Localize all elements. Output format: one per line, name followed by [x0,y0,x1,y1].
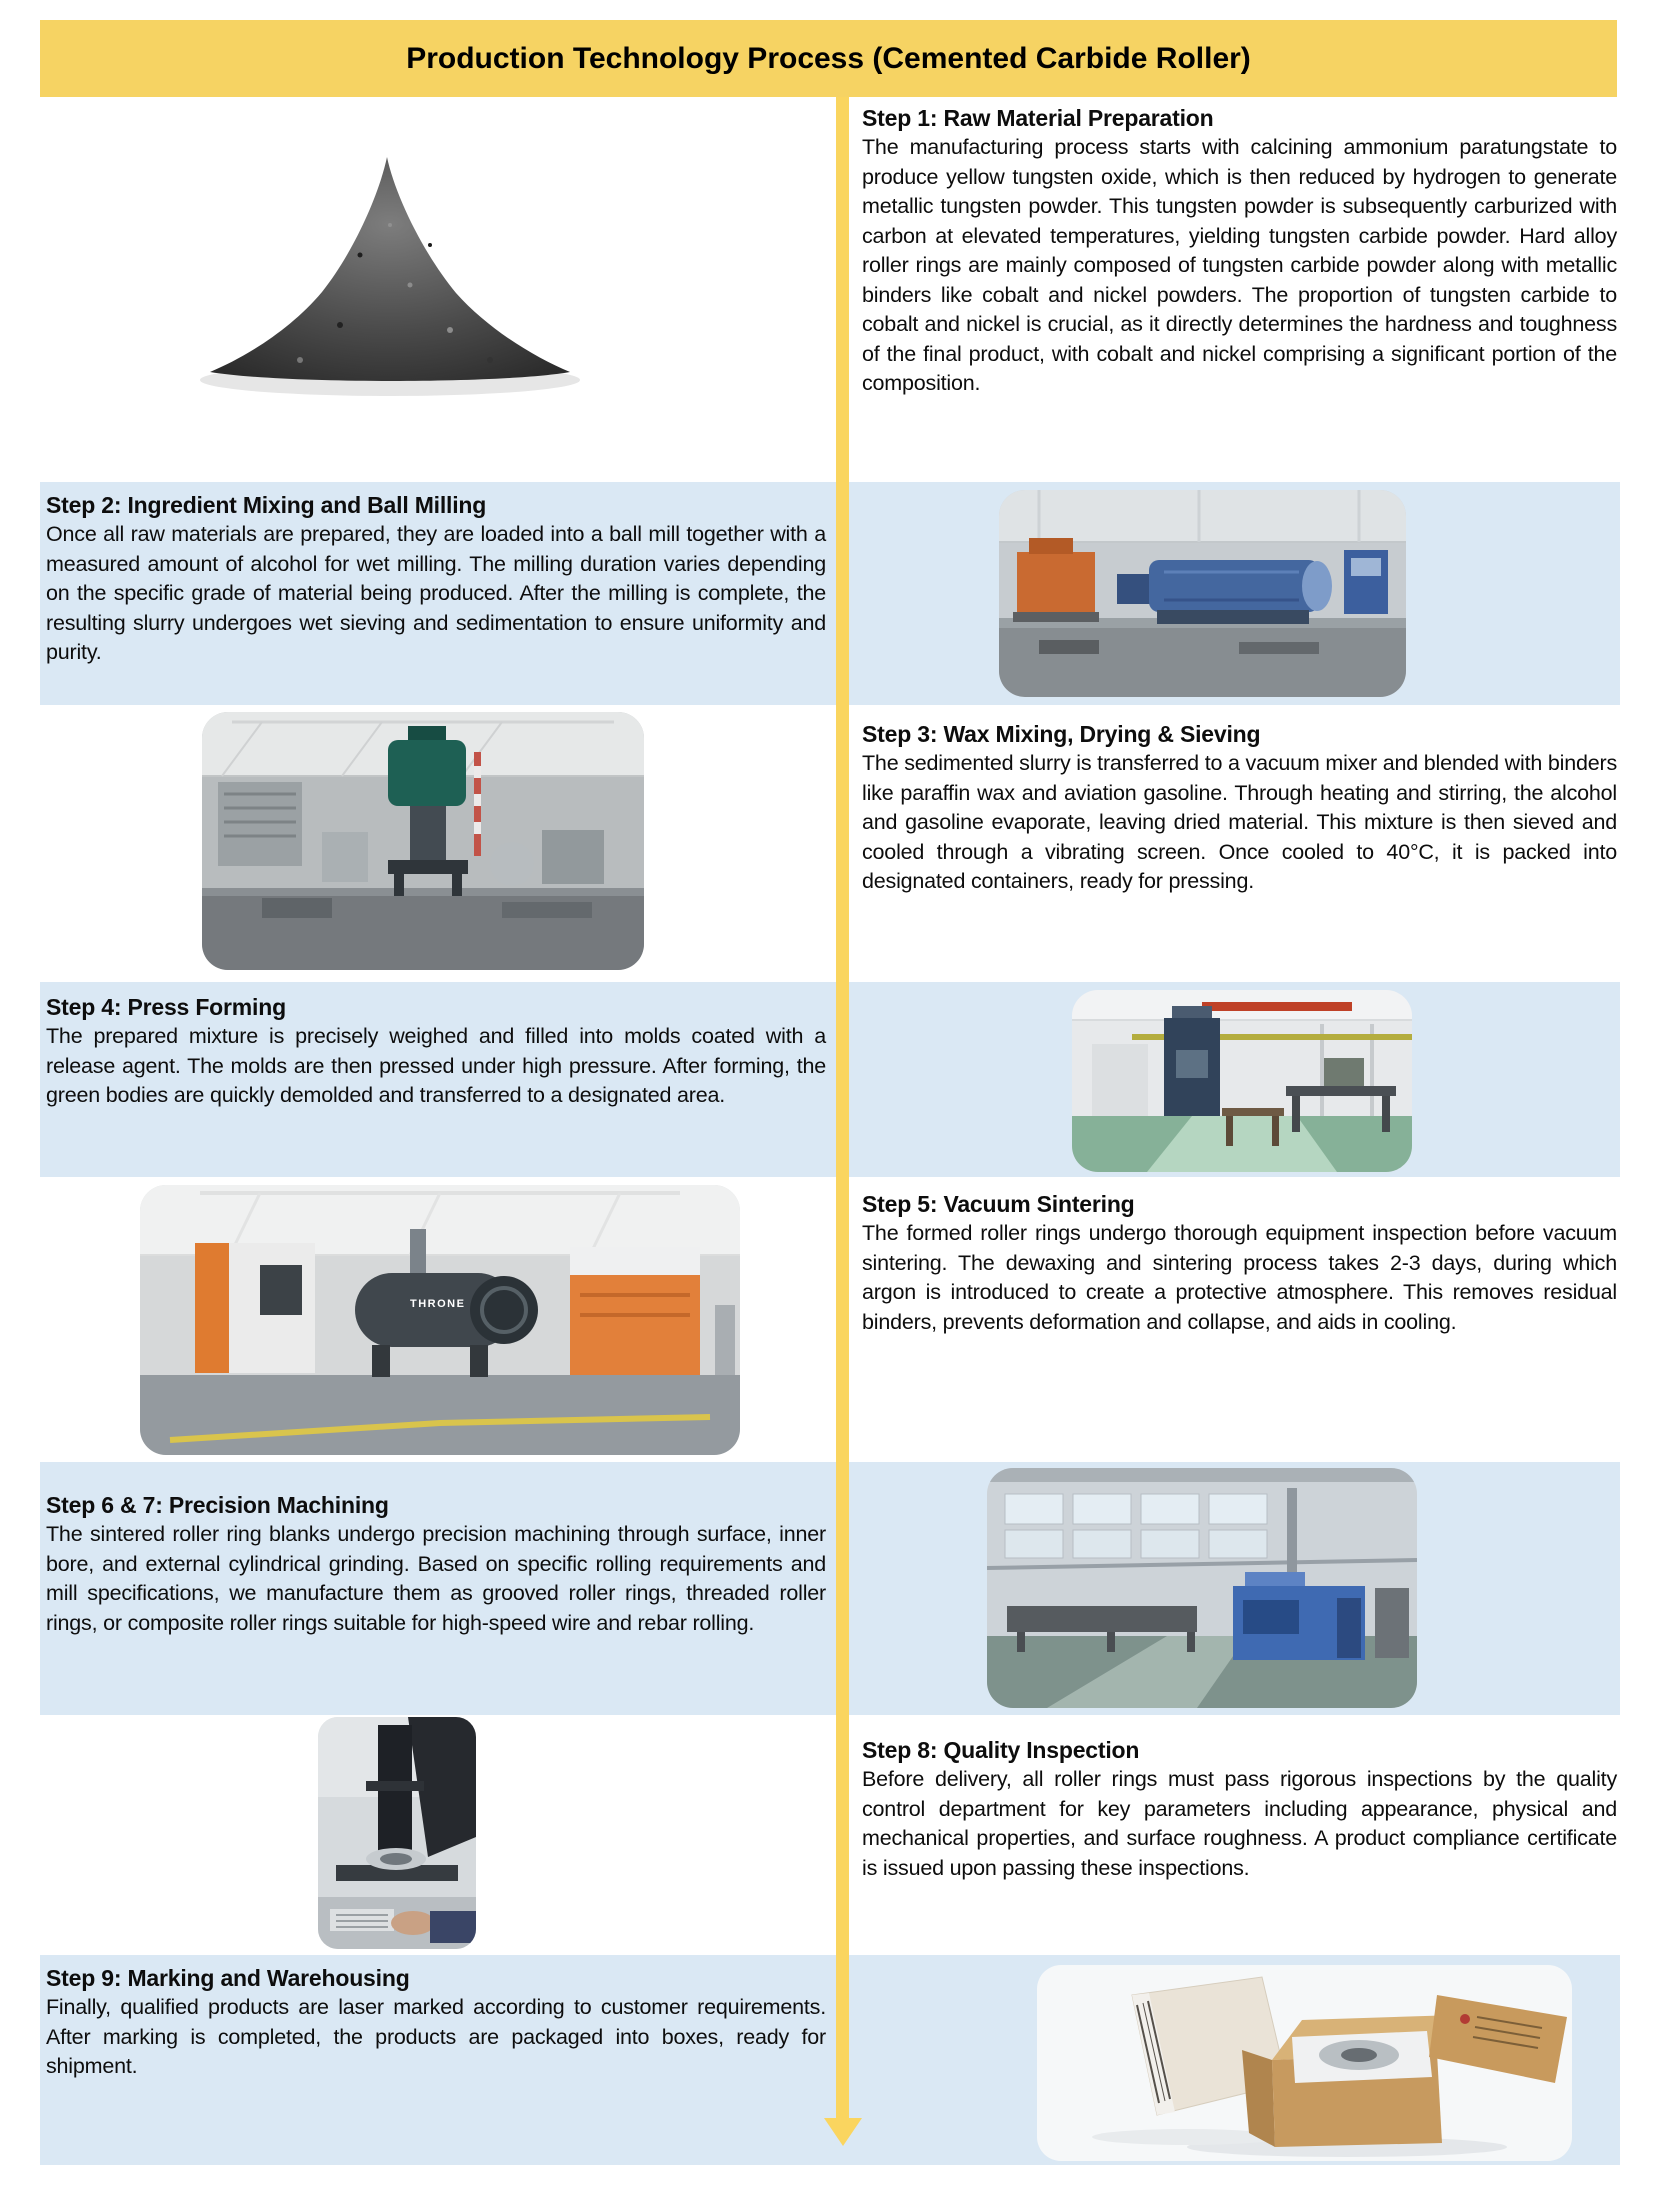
page-title: Production Technology Process (Cemented Carbide Roller) [406,42,1251,75]
row2-left-cell [40,482,835,705]
row6-left-cell [40,1462,835,1715]
row1-right-cell [835,97,1620,482]
row3-left-cell [40,705,835,982]
step-row-4 [40,982,1620,1177]
step-9-body: Finally, qualified products are laser marked according to customer requirements. After marking is completed, the products are packaged into boxes, ready for shipment. [46,1995,826,2078]
packaging-illustration [1037,1965,1572,2161]
packaging-photo [1037,1965,1572,2161]
step-3-heading: Step 3: Wax Mixing, Drying & Sieving [862,721,1261,747]
vacuum-mixer-illustration [202,712,644,970]
timeline-line [836,97,849,2120]
step-row-1 [40,97,1620,482]
step-6-7-text [40,1462,835,1638]
step-6-7-body: The sintered roller ring blanks undergo precision machining through surface, inner bore, and external cylindrical grinding. Based on specific rolling requirements and mill specifications, we manufacture them as grooved roller rings, threaded roller rings, or composite roller rings suitable for high-speed wire and rebar rolling. [46,1522,826,1635]
sintering-furnace-photo [140,1185,740,1455]
furnace-brand-label: THRONE [410,1298,466,1311]
press-forming-illustration [1072,990,1412,1172]
row7-right-cell [835,1715,1620,1955]
step-3-text [835,705,1620,897]
step-6-7-heading: Step 6 & 7: Precision Machining [46,1492,389,1518]
step-2-body: Once all raw materials are prepared, they are loaded into a ball mill together with a measured amount of alcohol for wet milling. The milling duration varies depending on the specific grade of material being produced. After the milling is complete, the resulting slurry undergoes wet sieving and sedimentation to ensure uniformity and purity. [46,522,826,664]
row2-right-cell [835,482,1620,705]
machining-workshop-photo [987,1468,1417,1708]
step-5-text [835,1177,1620,1337]
step-2-text [40,482,835,668]
step-row-7 [40,1715,1620,1955]
tungsten-powder-illustration [190,135,590,407]
step-3-body: The sedimented slurry is transferred to a vacuum mixer and blended with binders like paraffin wax and aviation gasoline. Through heating and stirring, the alcohol and gasoline evaporate, leaving dried material. This mixture is then sieved and cooled through a vibrating screen. Once cooled to 40°C, it is packed into designated containers, ready for pressing. [862,751,1617,893]
tungsten-powder-photo [190,135,590,407]
row8-right-cell [835,1955,1620,2165]
machining-workshop-illustration [987,1468,1417,1708]
step-row-2 [40,482,1620,705]
step-1-body: The manufacturing process starts with calcining ammonium paratungstate to produce yellow tungsten oxide, which is then reduced by hydrogen to generate metallic tungsten powder. This tungsten powder is subsequently carburized with carbon at elevated temperatures, yielding tungsten carbide powder. Hard alloy roller rings are mainly composed of tungsten carbide powder along with metallic binders like cobalt and nickel powders. The proportion of tungsten carbide to cobalt and nickel is crucial, as it directly determines the hardness and toughness of the final product, with cobalt and nickel comprising a significant portion of the composition. [862,135,1617,395]
ball-mill-illustration [999,490,1406,697]
step-9-heading: Step 9: Marking and Warehousing [46,1965,410,1991]
step-4-body: The prepared mixture is precisely weighed and filled into molds coated with a release agent. The molds are then pressed under high pressure. After forming, the green bodies are quickly demolded and transferred to a designated area. [46,1024,826,1107]
ball-mill-photo [999,490,1406,697]
sintering-furnace-illustration [140,1185,740,1455]
vacuum-mixer-photo [202,712,644,970]
step-5-heading: Step 5: Vacuum Sintering [862,1191,1135,1217]
step-row-3 [40,705,1620,982]
step-1-text [835,97,1620,399]
row5-left-cell [40,1177,835,1462]
row8-left-cell [40,1955,835,2165]
step-4-heading: Step 4: Press Forming [46,994,286,1020]
step-8-heading: Step 8: Quality Inspection [862,1737,1140,1763]
step-8-body: Before delivery, all roller rings must pass rigorous inspections by the quality control department for key parameters including appearance, physical and mechanical properties, and surface roughness. A product compliance certificate is issued upon passing these inspections. [862,1767,1617,1880]
step-2-heading: Step 2: Ingredient Mixing and Ball Milling [46,492,487,518]
timeline-arrowhead-icon [824,2118,862,2146]
row1-left-cell [40,97,835,482]
press-forming-photo [1072,990,1412,1172]
row4-left-cell [40,982,835,1177]
row3-right-cell [835,705,1620,982]
step-1-heading: Step 1: Raw Material Preparation [862,105,1214,131]
step-8-text [835,1715,1620,1883]
row6-right-cell [835,1462,1620,1715]
step-9-text [40,1955,835,2082]
step-row-6 [40,1462,1620,1715]
title-banner [40,20,1617,97]
step-row-5 [40,1177,1620,1462]
inspection-machine-photo [318,1717,476,1949]
row4-right-cell [835,982,1620,1177]
inspection-machine-illustration [318,1717,476,1949]
step-4-text [40,982,835,1111]
row5-right-cell [835,1177,1620,1462]
row7-left-cell [40,1715,835,1955]
process-flow [40,97,1620,2165]
step-5-body: The formed roller rings undergo thorough equipment inspection before vacuum sintering. The dewaxing and sintering process takes 2-3 days, during which argon is introduced to create a protective atmosphere. This removes residual binders, prevents deformation and collapse, and aids in cooling. [862,1221,1617,1334]
